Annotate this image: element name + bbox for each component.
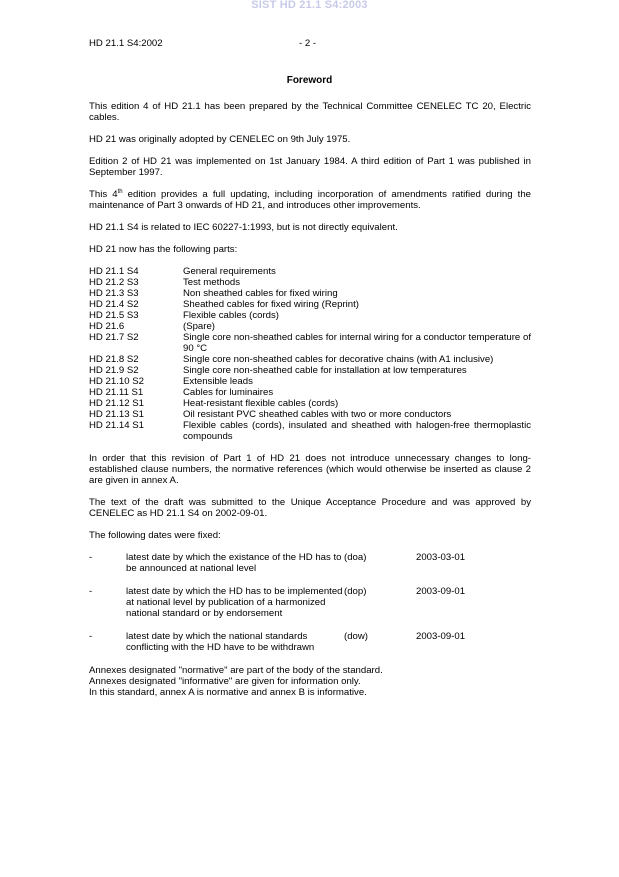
part-description: General requirements [183,266,276,277]
part-code: HD 21.8 S2 [89,354,139,365]
part-description: Single core non-sheathed cable for installation at low temperatures [183,365,467,376]
part-code: HD 21.10 S2 [89,376,144,387]
date-abbreviation: (dow) [344,631,368,642]
part-description: Test methods [183,277,241,288]
part-row [89,420,531,442]
paragraph-revision: In order that this revision of Part 1 of HD 21 does not introduce unnecessary changes to long-established clause numbers, the normative references (which would otherwise be inserted as clause 2 are given in annex A. [89,453,531,486]
page-title: Foreword [286,75,333,86]
date-dash: - [89,552,93,563]
edition-4-lead: This 4 [89,189,118,200]
part-code: HD 21.7 S2 [89,332,139,343]
part-description: Single core non-sheathed cables for internal wiring for a conductor temperature of 90 °C [183,332,531,354]
date-row [89,586,531,619]
part-description: Oil resistant PVC sheathed cables with two or more conductors [183,409,452,420]
page-number: - 2 - [299,38,317,49]
part-description: Single core non-sheathed cables for decorative chains (with A1 inclusive) [183,354,494,365]
edition-4-text: edition provides a full updating, including incorporation of amendments ratified during the maintenance of Part 3 onwards of HD 21, and introduces other improvements. [89,189,531,211]
watermark: SIST HD 21.1 S4:2003 [251,0,368,11]
paragraph-edition-2: Edition 2 of HD 21 was implemented on 1st January 1984. A third edition of Part 1 was published in September 1997. [89,156,531,178]
part-description: (Spare) [183,321,215,332]
date-abbreviation: (dop) [344,586,367,597]
annex-line: Annexes designated "informative" are given for information only. [89,676,361,687]
part-code: HD 21.1 S4 [89,266,139,277]
part-row [89,376,531,387]
part-row [89,332,531,354]
paragraph-dates-intro: The following dates were fixed: [89,530,221,541]
part-row [89,266,531,277]
edition-4-superscript: th [117,188,123,195]
part-code: HD 21.9 S2 [89,365,139,376]
date-abbreviation: (doa) [344,552,367,563]
part-row [89,277,531,288]
date-value: 2003-03-01 [416,552,466,563]
part-row [89,288,531,299]
part-row [89,409,531,420]
part-row [89,321,531,332]
part-code: HD 21.4 S2 [89,299,139,310]
date-description: latest date by which the existance of the HD has to be announced at national level [126,552,342,574]
parts-list [89,266,531,442]
date-row [89,552,531,574]
part-code: HD 21.6 [89,321,125,332]
part-code: HD 21.12 S1 [89,398,144,409]
part-code: HD 21.3 S3 [89,288,139,299]
dates-list [89,552,531,653]
part-description: Cables for luminaires [183,387,274,398]
date-dash: - [89,586,93,597]
foreword-body [89,101,531,698]
part-description: Flexible cables (cords) [183,310,279,321]
part-code: HD 21.2 S3 [89,277,139,288]
part-code: HD 21.5 S3 [89,310,139,321]
part-code: HD 21.14 S1 [89,420,144,431]
document-id: HD 21.1 S4:2002 [89,38,163,49]
part-row [89,354,531,365]
part-description: Extensible leads [183,376,253,387]
date-dash: - [89,631,93,642]
paragraph-adoption: HD 21 was originally adopted by CENELEC on 9th July 1975. [89,134,351,145]
paragraph-parts-intro: HD 21 now has the following parts: [89,244,238,255]
date-value: 2003-09-01 [416,631,466,642]
paragraph-iec-relation: HD 21.1 S4 is related to IEC 60227-1:1993, but is not directly equivalent. [89,222,398,233]
date-description: latest date by which the HD has to be implemented at national level by publication of a harmonized national standard or by endorsement [126,586,343,619]
annex-notes [89,665,531,698]
annex-line: Annexes designated "normative" are part of the body of the standard. [89,665,383,676]
part-description: Sheathed cables for fixed wiring (Reprint) [183,299,359,310]
part-code: HD 21.13 S1 [89,409,144,420]
paragraph-edition: This edition 4 of HD 21.1 has been prepared by the Technical Committee CENELEC TC 20, Electric cables. [89,101,531,123]
part-row [89,365,531,376]
part-description: Flexible cables (cords), insulated and sheathed with halogen-free thermoplastic compounds [183,420,531,442]
part-description: Non sheathed cables for fixed wiring [183,288,338,299]
annex-line: In this standard, annex A is normative and annex B is informative. [89,687,367,698]
part-row [89,299,531,310]
part-row [89,387,531,398]
part-row [89,398,531,409]
part-row [89,310,531,321]
date-description: latest date by which the national standards conflicting with the HD have to be withdrawn [126,631,315,653]
part-code: HD 21.11 S1 [89,387,144,398]
date-value: 2003-09-01 [416,586,466,597]
paragraph-edition-4 [89,189,531,211]
part-description: Heat-resistant flexible cables (cords) [183,398,339,409]
date-row [89,631,531,653]
paragraph-approval: The text of the draft was submitted to the Unique Acceptance Procedure and was approved by CENELEC as HD 21.1 S4 on 2002-09-01. [89,497,531,519]
